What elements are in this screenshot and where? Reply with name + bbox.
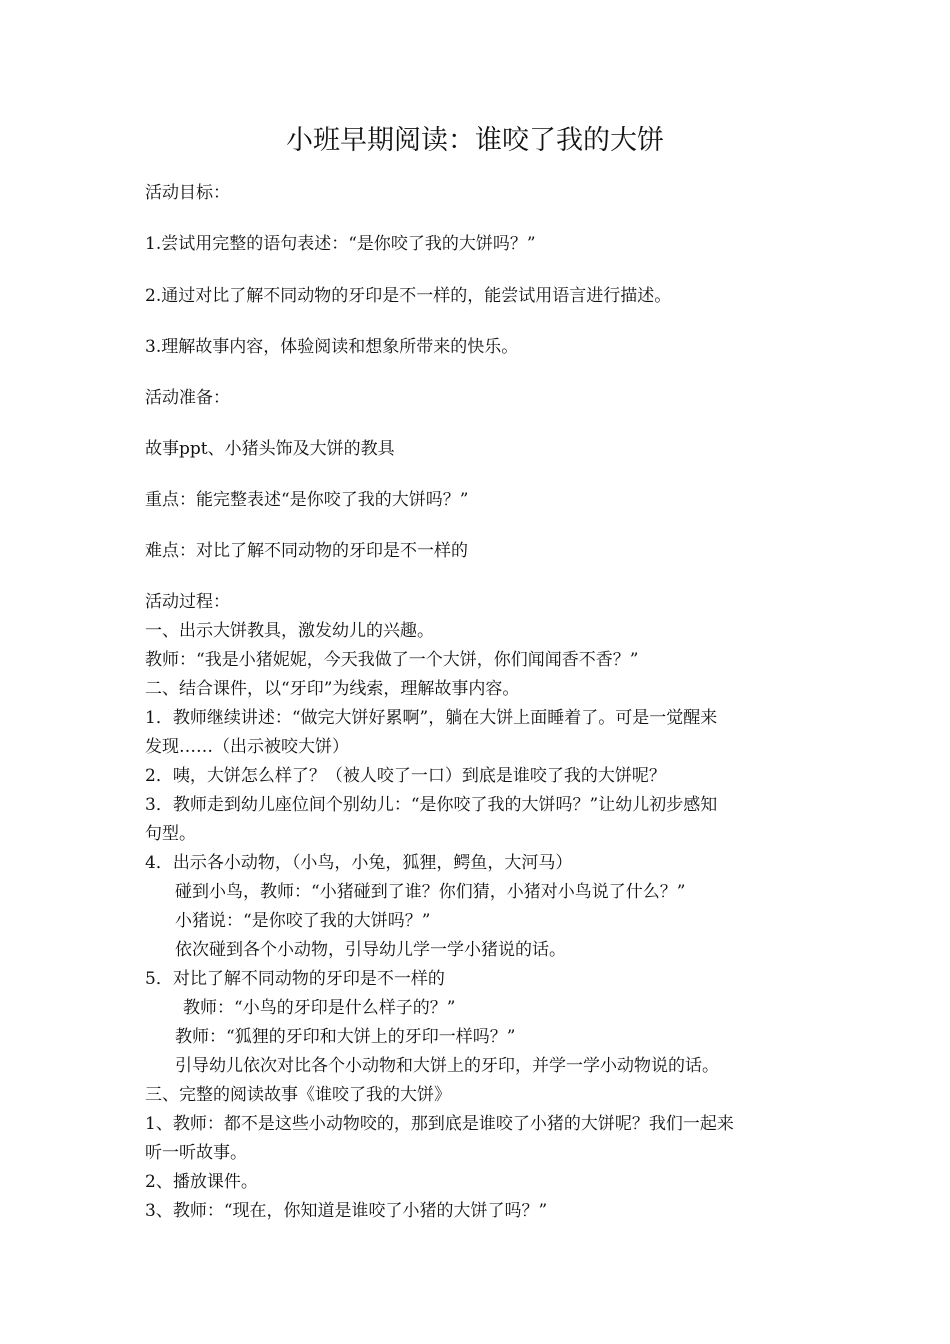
process-line: 依次碰到各个小动物，引导幼儿学一学小猪说的话。 xyxy=(175,940,566,960)
process-section xyxy=(145,588,825,1226)
process-line: 2．咦，大饼怎么样了？（被人咬了一口）到底是谁咬了我的大饼呢？ xyxy=(145,766,666,786)
process-line: 5．对比了解不同动物的牙印是不一样的 xyxy=(145,969,445,989)
document-title: 小班早期阅读：谁咬了我的大饼 xyxy=(286,125,664,156)
process-line: 教师：“狐狸的牙印和大饼上的牙印一样吗？” xyxy=(175,1027,516,1047)
process-line: 3．教师走到幼儿座位间个别幼儿：“是你咬了我的大饼吗？”让幼儿初步感知 xyxy=(145,795,718,815)
process-line: 引导幼儿依次对比各个小动物和大饼上的牙印，并学一学小动物说的话。 xyxy=(175,1056,719,1076)
process-line: 4．出示各小动物，（小鸟，小兔，狐狸，鳄鱼，大河马） xyxy=(145,853,573,873)
prep-heading: 活动准备： xyxy=(145,388,230,408)
process-line: 教师：“我是小猪妮妮，今天我做了一个大饼，你们闻闻香不香？” xyxy=(145,650,639,670)
process-line: 一、出示大饼教具，激发幼儿的兴趣。 xyxy=(145,621,434,641)
process-line: 1、教师：都不是这些小动物咬的，那到底是谁咬了小猪的大饼呢？我们一起来 xyxy=(145,1114,734,1134)
process-line: 二、结合课件，以“牙印”为线索，理解故事内容。 xyxy=(145,679,520,699)
process-line: 句型。 xyxy=(145,824,196,844)
difficulty: 难点：对比了解不同动物的牙印是不一样的 xyxy=(145,541,468,561)
process-line: 发现……（出示被咬大饼） xyxy=(145,737,349,757)
process-line: 教师：“小鸟的牙印是什么样子的？” xyxy=(183,998,456,1018)
key-point: 重点：能完整表述“是你咬了我的大饼吗？” xyxy=(145,490,469,510)
goal-item-2: 2.通过对比了解不同动物的牙印是不一样的，能尝试用语言进行描述。 xyxy=(145,286,672,306)
process-line: 碰到小鸟，教师：“小猪碰到了谁？你们猜，小猪对小鸟说了什么？” xyxy=(175,882,686,902)
goal-item-3: 3.理解故事内容，体验阅读和想象所带来的快乐。 xyxy=(145,337,519,357)
goal-item-1: 1.尝试用完整的语句表述：“是你咬了我的大饼吗？” xyxy=(145,234,536,254)
goals-heading: 活动目标： xyxy=(145,183,230,203)
process-heading: 活动过程： xyxy=(145,592,230,612)
process-line: 三、完整的阅读故事《谁咬了我的大饼》 xyxy=(145,1085,451,1105)
process-line: 听一听故事。 xyxy=(145,1143,247,1163)
process-line: 1．教师继续讲述：“做完大饼好累啊”，躺在大饼上面睡着了。可是一觉醒来 xyxy=(145,708,718,728)
process-line: 3、教师：“现在，你知道是谁咬了小猪的大饼了吗？” xyxy=(145,1201,548,1221)
prep-text: 故事ppt、小猪头饰及大饼的教具 xyxy=(145,439,395,459)
process-line: 2、播放课件。 xyxy=(145,1172,258,1192)
process-line: 小猪说：“是你咬了我的大饼吗？” xyxy=(175,911,431,931)
